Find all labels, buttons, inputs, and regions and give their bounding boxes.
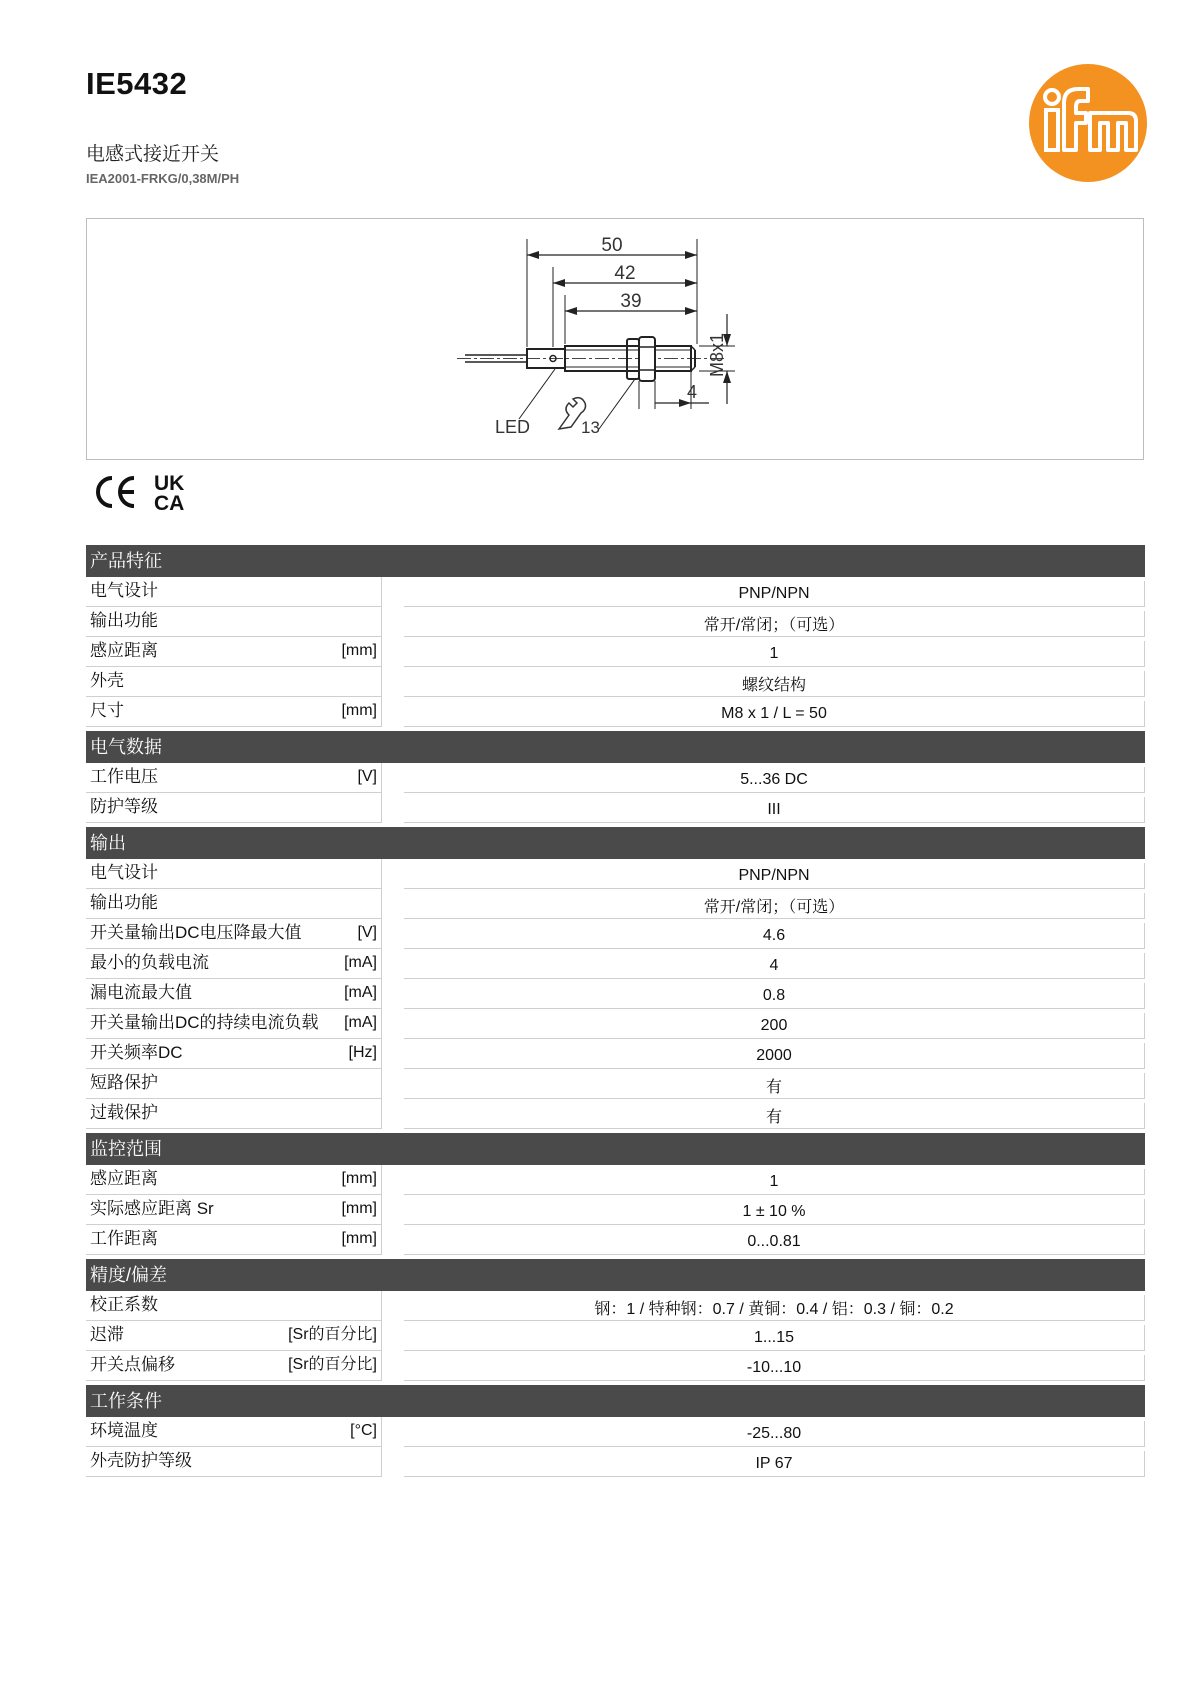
spec-label-cell (86, 1225, 382, 1255)
spec-value: 有 (404, 1103, 1145, 1129)
spec-label-cell (86, 979, 382, 1009)
spec-row (86, 1321, 1145, 1351)
section-header: 工作条件 (86, 1385, 1145, 1417)
dim-4-label: 4 (687, 382, 698, 402)
spec-label: 输出功能 (90, 893, 158, 912)
spec-unit: [mm] (341, 1200, 377, 1217)
spec-label: 开关量输出DC的持续电流负载 (90, 1013, 319, 1032)
section-header: 电气数据 (86, 731, 1145, 763)
spec-label-cell (86, 1099, 382, 1129)
spec-value: PNP/NPN (404, 581, 1145, 607)
spec-label: 电气设计 (90, 863, 158, 882)
ce-mark (98, 478, 134, 506)
dimension-drawing (86, 218, 1144, 460)
spec-label-cell (86, 577, 382, 607)
dim-thread-label: M8x1 (707, 332, 727, 377)
spec-value: -10...10 (404, 1355, 1145, 1381)
spec-row (86, 949, 1145, 979)
spec-label: 最小的负载电流 (90, 953, 209, 972)
spec-unit: [°C] (350, 1422, 377, 1439)
spec-unit (371, 610, 377, 632)
spec-label: 防护等级 (90, 797, 158, 816)
led-label: LED (495, 417, 531, 437)
spec-label-cell (86, 697, 382, 727)
spec-label: 实际感应距离 Sr (90, 1199, 214, 1218)
spec-label-cell (86, 1351, 382, 1381)
svg-text:CA: CA (154, 492, 185, 514)
spec-label: 外壳 (90, 671, 124, 690)
spec-unit: [Sr的百分比] (288, 1356, 377, 1373)
spec-unit (371, 1294, 377, 1316)
spec-row (86, 859, 1145, 889)
certification-marks (92, 470, 202, 514)
spec-unit: [mA] (344, 954, 377, 971)
spec-label: 输出功能 (90, 611, 158, 630)
spec-row (86, 1291, 1145, 1321)
spec-row (86, 1039, 1145, 1069)
spec-value: 200 (404, 1013, 1145, 1039)
spec-row (86, 1069, 1145, 1099)
spec-label-cell (86, 1039, 382, 1069)
spec-value: 钢：1 / 特种钢：0.7 / 黄铜：0.4 / 铝：0.3 / 铜：0.2 (404, 1295, 1145, 1321)
ukca-mark (154, 472, 184, 514)
spec-label-cell (86, 1069, 382, 1099)
spec-label-cell (86, 667, 382, 697)
spec-unit: [mm] (341, 1170, 377, 1187)
spec-row (86, 919, 1145, 949)
spec-value: M8 x 1 / L = 50 (404, 701, 1145, 727)
product-type: 电感式接近开关 (86, 144, 220, 165)
spec-row (86, 577, 1145, 607)
spec-value: 0.8 (404, 983, 1145, 1009)
spec-label: 漏电流最大值 (90, 983, 192, 1002)
spec-value: 1 (404, 1169, 1145, 1195)
spec-unit: [mA] (344, 984, 377, 1001)
spec-unit (371, 1450, 377, 1472)
spec-unit: [V] (357, 924, 377, 941)
spec-label-cell (86, 859, 382, 889)
spec-label-cell (86, 949, 382, 979)
spec-row (86, 889, 1145, 919)
spec-label-cell (86, 1447, 382, 1477)
spec-label: 环境温度 (90, 1421, 158, 1440)
spec-label-cell (86, 1009, 382, 1039)
spec-label: 开关频率DC (90, 1043, 183, 1062)
spec-label: 感应距离 (90, 1169, 158, 1188)
spec-label-cell (86, 889, 382, 919)
spec-label: 工作电压 (90, 767, 158, 786)
spec-unit: [mm] (341, 1230, 377, 1247)
spec-unit (371, 670, 377, 692)
spec-label: 迟滞 (90, 1325, 124, 1344)
dim-wrench-label: 13 (581, 418, 600, 437)
spec-value: PNP/NPN (404, 863, 1145, 889)
spec-row (86, 979, 1145, 1009)
spec-label-cell (86, 637, 382, 667)
spec-label-cell (86, 1165, 382, 1195)
spec-unit: [V] (357, 768, 377, 785)
spec-label: 过载保护 (90, 1103, 158, 1122)
spec-unit (371, 1072, 377, 1094)
spec-value: 0...0.81 (404, 1229, 1145, 1255)
spec-unit (371, 796, 377, 818)
section-header: 监控范围 (86, 1133, 1145, 1165)
spec-unit: [mA] (344, 1014, 377, 1031)
spec-row (86, 763, 1145, 793)
dim-50-label: 50 (601, 235, 623, 256)
spec-value: 4.6 (404, 923, 1145, 949)
spec-label: 感应距离 (90, 641, 158, 660)
product-code: IE5432 (86, 66, 188, 101)
spec-label: 工作距离 (90, 1229, 158, 1248)
section-header: 产品特征 (86, 545, 1145, 577)
spec-value: III (404, 797, 1145, 823)
spec-row (86, 1165, 1145, 1195)
spec-label-cell (86, 607, 382, 637)
ifm-logo (1028, 63, 1148, 183)
spec-unit: [Sr的百分比] (288, 1326, 377, 1343)
spec-label-cell (86, 919, 382, 949)
spec-label-cell (86, 1195, 382, 1225)
spec-value: 常开/常闭；（可选） (404, 611, 1145, 637)
section-header: 输出 (86, 827, 1145, 859)
spec-unit (371, 892, 377, 914)
spec-label: 电气设计 (90, 581, 158, 600)
spec-unit (371, 862, 377, 884)
spec-label: 开关量输出DC电压降最大值 (90, 923, 302, 942)
spec-row (86, 1417, 1145, 1447)
model-number: IEA2001-FRKG/0,38M/PH (86, 171, 240, 186)
spec-row (86, 1195, 1145, 1225)
spec-unit (371, 580, 377, 602)
spec-row (86, 1447, 1145, 1477)
spec-table (86, 545, 1145, 1477)
dim-42-label: 42 (614, 263, 636, 284)
spec-row (86, 607, 1145, 637)
spec-value: 1 ± 10 % (404, 1199, 1145, 1225)
spec-unit: [mm] (341, 702, 377, 719)
spec-value: 1 (404, 641, 1145, 667)
spec-label: 短路保护 (90, 1073, 158, 1092)
spec-value: 有 (404, 1073, 1145, 1099)
spec-label: 开关点偏移 (90, 1355, 175, 1374)
spec-label-cell (86, 1321, 382, 1351)
dim-39-label: 39 (620, 291, 642, 312)
spec-value: 螺纹结构 (404, 671, 1145, 697)
spec-label-cell (86, 763, 382, 793)
spec-label-cell (86, 1291, 382, 1321)
spec-unit: [mm] (341, 642, 377, 659)
spec-value: 4 (404, 953, 1145, 979)
section-header: 精度/偏差 (86, 1259, 1145, 1291)
spec-value: -25...80 (404, 1421, 1145, 1447)
spec-value: 1...15 (404, 1325, 1145, 1351)
spec-value: 5...36 DC (404, 767, 1145, 793)
spec-label: 校正系数 (90, 1295, 158, 1314)
spec-row (86, 1351, 1145, 1381)
spec-label-cell (86, 793, 382, 823)
spec-unit (371, 1102, 377, 1124)
svg-text:UK: UK (154, 472, 185, 495)
spec-row (86, 637, 1145, 667)
spec-row (86, 1009, 1145, 1039)
spec-row (86, 667, 1145, 697)
spec-label: 外壳防护等级 (90, 1451, 192, 1470)
spec-value: IP 67 (404, 1451, 1145, 1477)
spec-row (86, 793, 1145, 823)
spec-value: 2000 (404, 1043, 1145, 1069)
spec-label: 尺寸 (90, 701, 124, 720)
spec-row (86, 1099, 1145, 1129)
spec-value: 常开/常闭；（可选） (404, 893, 1145, 919)
spec-unit: [Hz] (348, 1044, 377, 1061)
spec-label-cell (86, 1417, 382, 1447)
spec-row (86, 697, 1145, 727)
spec-row (86, 1225, 1145, 1255)
